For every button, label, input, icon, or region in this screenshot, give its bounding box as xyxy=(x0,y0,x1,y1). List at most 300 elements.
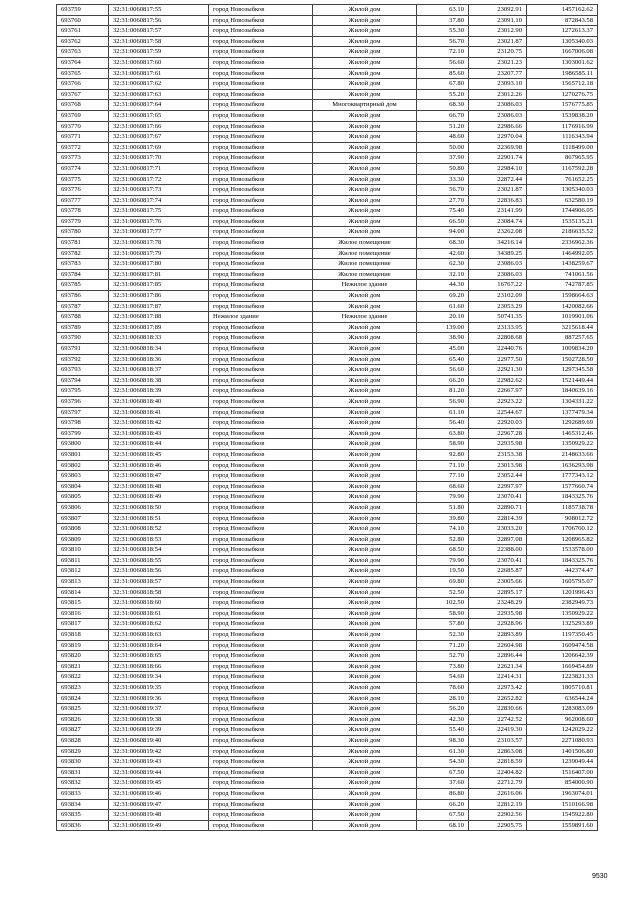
cadastral-value-cell: 2336962.36 xyxy=(527,238,598,249)
cadastral-number-cell: 32:31:0060817:62 xyxy=(109,79,209,90)
table-row xyxy=(57,121,598,132)
specific-value-cell: 22830.66 xyxy=(469,704,527,715)
settlement-cell: город Новозыбков xyxy=(209,683,313,694)
specific-value-cell: 23053.29 xyxy=(469,301,527,312)
table-row xyxy=(57,439,598,450)
cadastral-value-cell: 1420082.66 xyxy=(527,301,598,312)
specific-value-cell: 23086.03 xyxy=(469,110,527,121)
specific-value-cell: 22544.67 xyxy=(469,407,527,418)
cadastral-value-cell: 1510166.98 xyxy=(527,799,598,810)
table-row xyxy=(57,322,598,333)
row-number-cell: 693827 xyxy=(57,725,109,736)
cadastral-value-cell: 854000.90 xyxy=(527,778,598,789)
area-cell: 28.10 xyxy=(417,693,469,704)
row-number-cell: 693799 xyxy=(57,428,109,439)
settlement-cell: город Новозыбков xyxy=(209,280,313,291)
settlement-cell: город Новозыбков xyxy=(209,693,313,704)
cadastral-number-cell: 32:31:0060817:74 xyxy=(109,195,209,206)
table-row xyxy=(57,640,598,651)
cadastral-number-cell: 32:31:0060819:35 xyxy=(109,683,209,694)
table-row xyxy=(57,301,598,312)
specific-value-cell: 22836.83 xyxy=(469,195,527,206)
table-row xyxy=(57,5,598,16)
row-number-cell: 693822 xyxy=(57,672,109,683)
cadastral-number-cell: 32:31:0060819:43 xyxy=(109,757,209,768)
object-type-cell: Жилой дом xyxy=(313,57,417,68)
cadastral-value-cell: 1438259.67 xyxy=(527,259,598,270)
settlement-cell: город Новозыбков xyxy=(209,195,313,206)
object-type-cell: Жилой дом xyxy=(313,577,417,588)
cadastral-value-cell: 1350929.22 xyxy=(527,439,598,450)
object-type-cell: Жилой дом xyxy=(313,651,417,662)
area-cell: 67.50 xyxy=(417,810,469,821)
specific-value-cell: 22973.42 xyxy=(469,683,527,694)
specific-value-cell: 22901.74 xyxy=(469,153,527,164)
specific-value-cell: 22921.30 xyxy=(469,365,527,376)
cadastral-number-cell: 32:31:0060819:47 xyxy=(109,799,209,810)
cadastral-value-cell: 1636293.98 xyxy=(527,460,598,471)
cadastral-value-cell: 1502728.50 xyxy=(527,354,598,365)
area-cell: 69.20 xyxy=(417,291,469,302)
object-type-cell: Жилой дом xyxy=(313,386,417,397)
table-row xyxy=(57,460,598,471)
object-type-cell: Жилой дом xyxy=(313,418,417,429)
settlement-cell: город Новозыбков xyxy=(209,587,313,598)
row-number-cell: 693785 xyxy=(57,280,109,291)
settlement-cell: город Новозыбков xyxy=(209,481,313,492)
area-cell: 52.50 xyxy=(417,587,469,598)
cadastral-number-cell: 32:31:0060818:58 xyxy=(109,587,209,598)
area-cell: 37.90 xyxy=(417,153,469,164)
cadastral-value-cell: 1805710.81 xyxy=(527,683,598,694)
specific-value-cell: 22712.79 xyxy=(469,778,527,789)
area-cell: 102.50 xyxy=(417,598,469,609)
cadastral-value-cell: 2148633.66 xyxy=(527,449,598,460)
object-type-cell: Жилой дом xyxy=(313,778,417,789)
specific-value-cell: 22414.31 xyxy=(469,672,527,683)
object-type-cell: Жилой дом xyxy=(313,47,417,58)
row-number-cell: 693813 xyxy=(57,577,109,588)
row-number-cell: 693760 xyxy=(57,15,109,26)
cadastral-value-cell: 761652.25 xyxy=(527,174,598,185)
specific-value-cell: 22812.19 xyxy=(469,799,527,810)
cadastral-number-cell: 32:31:0060817:59 xyxy=(109,47,209,58)
settlement-cell: Нежилое здание xyxy=(209,312,313,323)
specific-value-cell: 23153.38 xyxy=(469,449,527,460)
object-type-cell: Жилой дом xyxy=(313,683,417,694)
specific-value-cell: 23086.03 xyxy=(469,269,527,280)
object-type-cell: Жилой дом xyxy=(313,661,417,672)
object-type-cell: Жилой дом xyxy=(313,153,417,164)
specific-value-cell: 22895.17 xyxy=(469,587,527,598)
specific-value-cell: 22818.59 xyxy=(469,757,527,768)
specific-value-cell: 23103.57 xyxy=(469,735,527,746)
area-cell: 55.20 xyxy=(417,89,469,100)
specific-value-cell: 22997.97 xyxy=(469,481,527,492)
object-type-cell: Жилое помещение xyxy=(313,248,417,259)
table-row xyxy=(57,757,598,768)
settlement-cell: город Новозыбков xyxy=(209,598,313,609)
page-number: 9530 xyxy=(592,873,608,880)
cadastral-value-cell: 1840639.16 xyxy=(527,386,598,397)
specific-value-cell: 22967.28 xyxy=(469,428,527,439)
settlement-cell: город Новозыбков xyxy=(209,651,313,662)
area-cell: 51.20 xyxy=(417,121,469,132)
area-cell: 68.10 xyxy=(417,820,469,831)
row-number-cell: 693835 xyxy=(57,810,109,821)
settlement-cell: город Новозыбков xyxy=(209,788,313,799)
table-row xyxy=(57,545,598,556)
object-type-cell: Жилой дом xyxy=(313,206,417,217)
specific-value-cell: 22905.75 xyxy=(469,820,527,831)
area-cell: 52.30 xyxy=(417,630,469,641)
row-number-cell: 693795 xyxy=(57,386,109,397)
area-cell: 20.10 xyxy=(417,312,469,323)
settlement-cell: город Новозыбков xyxy=(209,227,313,238)
settlement-cell: город Новозыбков xyxy=(209,57,313,68)
object-type-cell: Жилой дом xyxy=(313,68,417,79)
table-row xyxy=(57,312,598,323)
cadastral-number-cell: 32:31:0060818:39 xyxy=(109,386,209,397)
object-type-cell: Жилой дом xyxy=(313,524,417,535)
cadastral-number-cell: 32:31:0060819:48 xyxy=(109,810,209,821)
cadastral-value-cell: 2271080.93 xyxy=(527,735,598,746)
object-type-cell: Нежилое здание xyxy=(313,312,417,323)
row-number-cell: 693823 xyxy=(57,683,109,694)
settlement-cell: город Новозыбков xyxy=(209,672,313,683)
table-row xyxy=(57,725,598,736)
cadastral-value-cell: 1206642.39 xyxy=(527,651,598,662)
table-row xyxy=(57,142,598,153)
cadastral-value-cell: 1777343.12 xyxy=(527,471,598,482)
object-type-cell: Жилой дом xyxy=(313,630,417,641)
row-number-cell: 693812 xyxy=(57,566,109,577)
cadastral-number-cell: 32:31:0060818:55 xyxy=(109,555,209,566)
row-number-cell: 693815 xyxy=(57,598,109,609)
row-number-cell: 693775 xyxy=(57,174,109,185)
row-number-cell: 693801 xyxy=(57,449,109,460)
settlement-cell: город Новозыбков xyxy=(209,110,313,121)
area-cell: 52.70 xyxy=(417,651,469,662)
row-number-cell: 693771 xyxy=(57,132,109,143)
specific-value-cell: 23086.03 xyxy=(469,100,527,111)
area-cell: 63.80 xyxy=(417,428,469,439)
object-type-cell: Жилой дом xyxy=(313,216,417,227)
area-cell: 57.80 xyxy=(417,619,469,630)
row-number-cell: 693767 xyxy=(57,89,109,100)
area-cell: 67.50 xyxy=(417,767,469,778)
settlement-cell: город Новозыбков xyxy=(209,322,313,333)
cadastral-value-cell: 1577660.74 xyxy=(527,481,598,492)
specific-value-cell: 22935.98 xyxy=(469,608,527,619)
settlement-cell: город Новозыбков xyxy=(209,386,313,397)
settlement-cell: город Новозыбков xyxy=(209,513,313,524)
table-row xyxy=(57,704,598,715)
cadastral-number-cell: 32:31:0060819:37 xyxy=(109,704,209,715)
settlement-cell: город Новозыбков xyxy=(209,545,313,556)
row-number-cell: 693831 xyxy=(57,767,109,778)
specific-value-cell: 22604.98 xyxy=(469,640,527,651)
object-type-cell: Жилой дом xyxy=(313,767,417,778)
cadastral-number-cell: 32:31:0060817:80 xyxy=(109,259,209,270)
table-row xyxy=(57,767,598,778)
cadastral-number-cell: 32:31:0060818:62 xyxy=(109,619,209,630)
table-row xyxy=(57,672,598,683)
object-type-cell: Жилой дом xyxy=(313,89,417,100)
cadastral-number-cell: 32:31:0060817:56 xyxy=(109,15,209,26)
table-row xyxy=(57,492,598,503)
table-row xyxy=(57,471,598,482)
row-number-cell: 693810 xyxy=(57,545,109,556)
row-number-cell: 693779 xyxy=(57,216,109,227)
object-type-cell: Жилой дом xyxy=(313,344,417,355)
cadastral-number-cell: 32:31:0060817:88 xyxy=(109,312,209,323)
area-cell: 51.80 xyxy=(417,502,469,513)
row-number-cell: 693773 xyxy=(57,153,109,164)
object-type-cell: Жилой дом xyxy=(313,333,417,344)
specific-value-cell: 22977.50 xyxy=(469,354,527,365)
cadastral-number-cell: 32:31:0060818:60 xyxy=(109,598,209,609)
row-number-cell: 693836 xyxy=(57,820,109,831)
row-number-cell: 693800 xyxy=(57,439,109,450)
area-cell: 56.70 xyxy=(417,185,469,196)
row-number-cell: 693759 xyxy=(57,5,109,16)
cadastral-value-cell: 442374.47 xyxy=(527,566,598,577)
object-type-cell: Жилой дом xyxy=(313,407,417,418)
cadastral-number-cell: 32:31:0060818:65 xyxy=(109,651,209,662)
cadastral-number-cell: 32:31:0060818:40 xyxy=(109,396,209,407)
object-type-cell: Жилой дом xyxy=(313,365,417,376)
table-row xyxy=(57,238,598,249)
cadastral-value-cell: 908012.72 xyxy=(527,513,598,524)
table-row xyxy=(57,206,598,217)
area-cell: 66.20 xyxy=(417,799,469,810)
table-row xyxy=(57,407,598,418)
cadastral-value-cell: 1223821.33 xyxy=(527,672,598,683)
cadastral-number-cell: 32:31:0060817:64 xyxy=(109,100,209,111)
settlement-cell: город Новозыбков xyxy=(209,534,313,545)
area-cell: 37.60 xyxy=(417,778,469,789)
area-cell: 66.20 xyxy=(417,375,469,386)
settlement-cell: город Новозыбков xyxy=(209,163,313,174)
row-number-cell: 693784 xyxy=(57,269,109,280)
cadastral-value-cell: 636544.24 xyxy=(527,693,598,704)
cadastral-value-cell: 1019901.06 xyxy=(527,312,598,323)
area-cell: 79.90 xyxy=(417,555,469,566)
cadastral-number-cell: 32:31:0060817:78 xyxy=(109,238,209,249)
settlement-cell: город Новозыбков xyxy=(209,566,313,577)
settlement-cell: город Новозыбков xyxy=(209,725,313,736)
row-number-cell: 693764 xyxy=(57,57,109,68)
cadastral-number-cell: 32:31:0060817:70 xyxy=(109,153,209,164)
object-type-cell: Жилой дом xyxy=(313,555,417,566)
table-row xyxy=(57,259,598,270)
area-cell: 61.60 xyxy=(417,301,469,312)
row-number-cell: 693829 xyxy=(57,746,109,757)
object-type-cell: Жилое помещение xyxy=(313,259,417,270)
table-row xyxy=(57,619,598,630)
specific-value-cell: 22808.68 xyxy=(469,333,527,344)
cadastral-number-cell: 32:31:0060817:65 xyxy=(109,110,209,121)
table-row xyxy=(57,375,598,386)
object-type-cell: Жилой дом xyxy=(313,163,417,174)
row-number-cell: 693821 xyxy=(57,661,109,672)
area-cell: 55.40 xyxy=(417,725,469,736)
settlement-cell: город Новозыбков xyxy=(209,291,313,302)
object-type-cell: Жилой дом xyxy=(313,757,417,768)
table-row xyxy=(57,153,598,164)
specific-value-cell: 23093.10 xyxy=(469,79,527,90)
settlement-cell: город Новозыбков xyxy=(209,630,313,641)
cadastral-value-table xyxy=(56,4,598,831)
cadastral-value-cell: 1565712.18 xyxy=(527,79,598,90)
area-cell: 54.30 xyxy=(417,757,469,768)
area-cell: 44.30 xyxy=(417,280,469,291)
object-type-cell: Жилой дом xyxy=(313,375,417,386)
area-cell: 71.20 xyxy=(417,640,469,651)
table-row xyxy=(57,651,598,662)
cadastral-number-cell: 32:31:0060819:42 xyxy=(109,746,209,757)
table-row xyxy=(57,110,598,121)
table-row xyxy=(57,661,598,672)
cadastral-number-cell: 32:31:0060818:36 xyxy=(109,354,209,365)
row-number-cell: 693807 xyxy=(57,513,109,524)
cadastral-number-cell: 32:31:0060819:39 xyxy=(109,725,209,736)
specific-value-cell: 22652.82 xyxy=(469,693,527,704)
cadastral-value-cell: 1242029.22 xyxy=(527,725,598,736)
cadastral-number-cell: 32:31:0060818:61 xyxy=(109,608,209,619)
specific-value-cell: 22893.89 xyxy=(469,630,527,641)
table-row xyxy=(57,608,598,619)
cadastral-number-cell: 32:31:0060819:46 xyxy=(109,788,209,799)
area-cell: 68.30 xyxy=(417,238,469,249)
cadastral-number-cell: 32:31:0060818:49 xyxy=(109,492,209,503)
settlement-cell: город Новозыбков xyxy=(209,5,313,16)
cadastral-value-cell: 1667006.08 xyxy=(527,47,598,58)
table-row xyxy=(57,100,598,111)
object-type-cell: Жилой дом xyxy=(313,121,417,132)
specific-value-cell: 16767.22 xyxy=(469,280,527,291)
cadastral-value-cell: 1457162.62 xyxy=(527,5,598,16)
specific-value-cell: 22896.44 xyxy=(469,651,527,662)
specific-value-cell: 23052.44 xyxy=(469,471,527,482)
row-number-cell: 693806 xyxy=(57,502,109,513)
cadastral-value-cell: 1297345.58 xyxy=(527,365,598,376)
cadastral-value-cell: 1464992.05 xyxy=(527,248,598,259)
cadastral-number-cell: 32:31:0060818:47 xyxy=(109,471,209,482)
cadastral-number-cell: 32:31:0060818:42 xyxy=(109,418,209,429)
settlement-cell: город Новозыбков xyxy=(209,460,313,471)
cadastral-number-cell: 32:31:0060818:53 xyxy=(109,534,209,545)
specific-value-cell: 22814.39 xyxy=(469,513,527,524)
specific-value-cell: 23262.08 xyxy=(469,227,527,238)
object-type-cell: Жилое помещение xyxy=(313,238,417,249)
row-number-cell: 693805 xyxy=(57,492,109,503)
cadastral-value-cell: 1176916.99 xyxy=(527,121,598,132)
row-number-cell: 693814 xyxy=(57,587,109,598)
specific-value-cell: 23084.74 xyxy=(469,216,527,227)
settlement-cell: город Новозыбков xyxy=(209,375,313,386)
row-number-cell: 693833 xyxy=(57,788,109,799)
row-number-cell: 693802 xyxy=(57,460,109,471)
object-type-cell: Жилой дом xyxy=(313,5,417,16)
table-row xyxy=(57,598,598,609)
row-number-cell: 693774 xyxy=(57,163,109,174)
cadastral-value-cell: 1270276.75 xyxy=(527,89,598,100)
cadastral-value-cell: 1116343.94 xyxy=(527,132,598,143)
table-row xyxy=(57,746,598,757)
row-number-cell: 693769 xyxy=(57,110,109,121)
area-cell: 56.60 xyxy=(417,57,469,68)
row-number-cell: 693778 xyxy=(57,206,109,217)
specific-value-cell: 22742.52 xyxy=(469,714,527,725)
cadastral-number-cell: 32:31:0060817:85 xyxy=(109,280,209,291)
cadastral-number-cell: 32:31:0060817:81 xyxy=(109,269,209,280)
cadastral-value-cell: 1533578.00 xyxy=(527,545,598,556)
cadastral-number-cell: 32:31:0060818:46 xyxy=(109,460,209,471)
area-cell: 52.80 xyxy=(417,534,469,545)
cadastral-value-cell: 1118499.00 xyxy=(527,142,598,153)
cadastral-value-cell: 2382949.73 xyxy=(527,598,598,609)
area-cell: 63.10 xyxy=(417,5,469,16)
cadastral-number-cell: 32:31:0060819:45 xyxy=(109,778,209,789)
cadastral-value-cell: 1539838.20 xyxy=(527,110,598,121)
cadastral-value-cell: 1609474.58 xyxy=(527,640,598,651)
cadastral-value-cell: 1516407.00 xyxy=(527,767,598,778)
cadastral-value-cell: 1305340.03 xyxy=(527,185,598,196)
object-type-cell: Жилой дом xyxy=(313,396,417,407)
row-number-cell: 693816 xyxy=(57,608,109,619)
specific-value-cell: 23012.26 xyxy=(469,89,527,100)
table-row xyxy=(57,396,598,407)
object-type-cell: Жилой дом xyxy=(313,492,417,503)
specific-value-cell: 22920.03 xyxy=(469,418,527,429)
cadastral-value-cell: 1208965.82 xyxy=(527,534,598,545)
table-row xyxy=(57,365,598,376)
table-row xyxy=(57,386,598,397)
object-type-cell: Жилой дом xyxy=(313,481,417,492)
object-type-cell: Жилой дом xyxy=(313,142,417,153)
object-type-cell: Жилой дом xyxy=(313,15,417,26)
row-number-cell: 693788 xyxy=(57,312,109,323)
area-cell: 56.20 xyxy=(417,704,469,715)
settlement-cell: город Новозыбков xyxy=(209,26,313,37)
table-row xyxy=(57,693,598,704)
specific-value-cell: 23141.99 xyxy=(469,206,527,217)
row-number-cell: 693792 xyxy=(57,354,109,365)
settlement-cell: город Новозыбков xyxy=(209,810,313,821)
specific-value-cell: 23207.77 xyxy=(469,68,527,79)
row-number-cell: 693791 xyxy=(57,344,109,355)
object-type-cell: Жилой дом xyxy=(313,195,417,206)
specific-value-cell: 22982.62 xyxy=(469,375,527,386)
table-row xyxy=(57,555,598,566)
cadastral-value-cell: 1292689.69 xyxy=(527,418,598,429)
object-type-cell: Жилое помещение xyxy=(313,269,417,280)
settlement-cell: город Новозыбков xyxy=(209,238,313,249)
specific-value-cell: 22440.76 xyxy=(469,344,527,355)
row-number-cell: 693761 xyxy=(57,26,109,37)
row-number-cell: 693787 xyxy=(57,301,109,312)
settlement-cell: город Новозыбков xyxy=(209,428,313,439)
cadastral-number-cell: 32:31:0060818:51 xyxy=(109,513,209,524)
row-number-cell: 693765 xyxy=(57,68,109,79)
cadastral-number-cell: 32:31:0060817:86 xyxy=(109,291,209,302)
settlement-cell: город Новозыбков xyxy=(209,269,313,280)
cadastral-value-cell: 3215618.44 xyxy=(527,322,598,333)
cadastral-number-cell: 32:31:0060817:77 xyxy=(109,227,209,238)
row-number-cell: 693762 xyxy=(57,36,109,47)
